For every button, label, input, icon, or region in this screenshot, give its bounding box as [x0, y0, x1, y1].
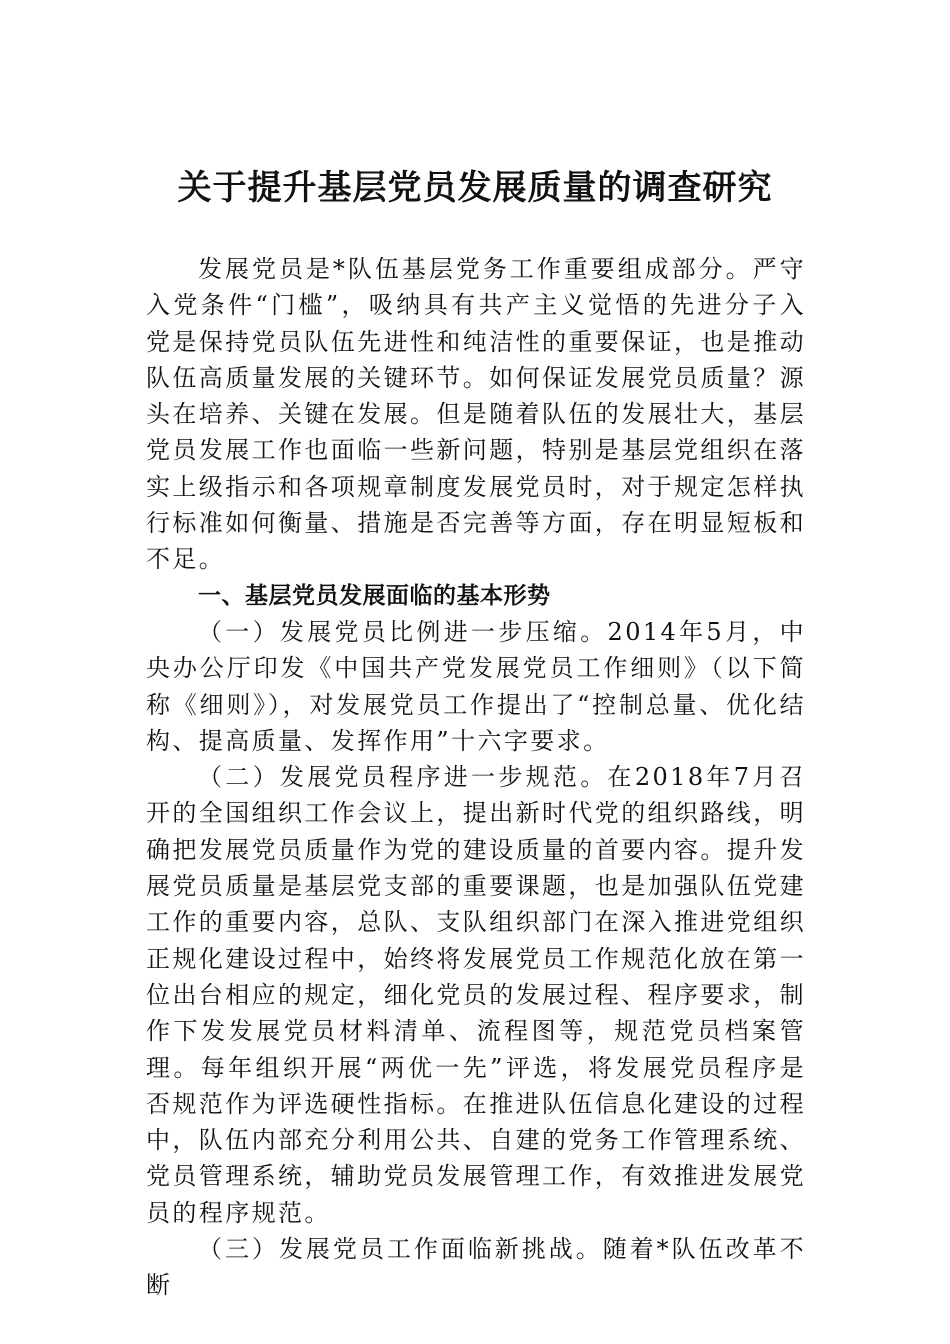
document-body — [146, 251, 806, 1304]
section-1-paragraph-3: （三）发展党员工作面临新挑战。随着*队伍改革不断 — [146, 1235, 806, 1300]
section-1-paragraph-2: （二）发展党员程序进一步规范。在2018年7月召开的全国组织工作会议上，提出新时代党的组织路线，明确把发展党员质量作为党的建设质量的首要内容。提升发展党员质量是基层党支部的重要课题，也是加强队伍党建工作的重要内容，总队、支队组织部门在深入推进党组织正规化建设过程中，始终将发展党员工作规范化放在第一位出台相应的规定，细化党员的发展过程、程序要求，制作下发发展党员材料清单、流程图等，规范党员档案管理。每年组织开展“两优一先”评选，将发展党员程序是否规范作为评选硬性指标。在推进队伍信息化建设的过程中，队伍内部充分利用公共、自建的党务工作管理系统、党员管理系统，辅助党员发展管理工作，有效推进发展党员的程序规范。 — [146, 763, 806, 1227]
section-1-paragraph-1: （一）发展党员比例进一步压缩。2014年5月，中央办公厅印发《中国共产党发展党员工作细则》（以下简称《细则》），对发展党员工作提出了“控制总量、优化结构、提高质量、发挥作用”十六字要求。 — [146, 617, 806, 755]
intro-paragraph: 发展党员是*队伍基层党务工作重要组成部分。严守入党条件“门槛”，吸纳具有共产主义觉悟的先进分子入党是保持党员队伍先进性和纯洁性的重要保证，也是推动队伍高质量发展的关键环节。如何保证发展党员质量？源头在培养、关键在发展。但是随着队伍的发展壮大，基层党员发展工作也面临一些新问题，特别是基层党组织在落实上级指示和各项规章制度发展党员时，对于规定怎样执行标准如何衡量、措施是否完善等方面，存在明显短板和不足。 — [146, 255, 806, 574]
section-heading-1: 一、基层党员发展面临的基本形势 — [198, 582, 551, 609]
document-title: 关于提升基层党员发展质量的调查研究 — [177, 168, 773, 208]
